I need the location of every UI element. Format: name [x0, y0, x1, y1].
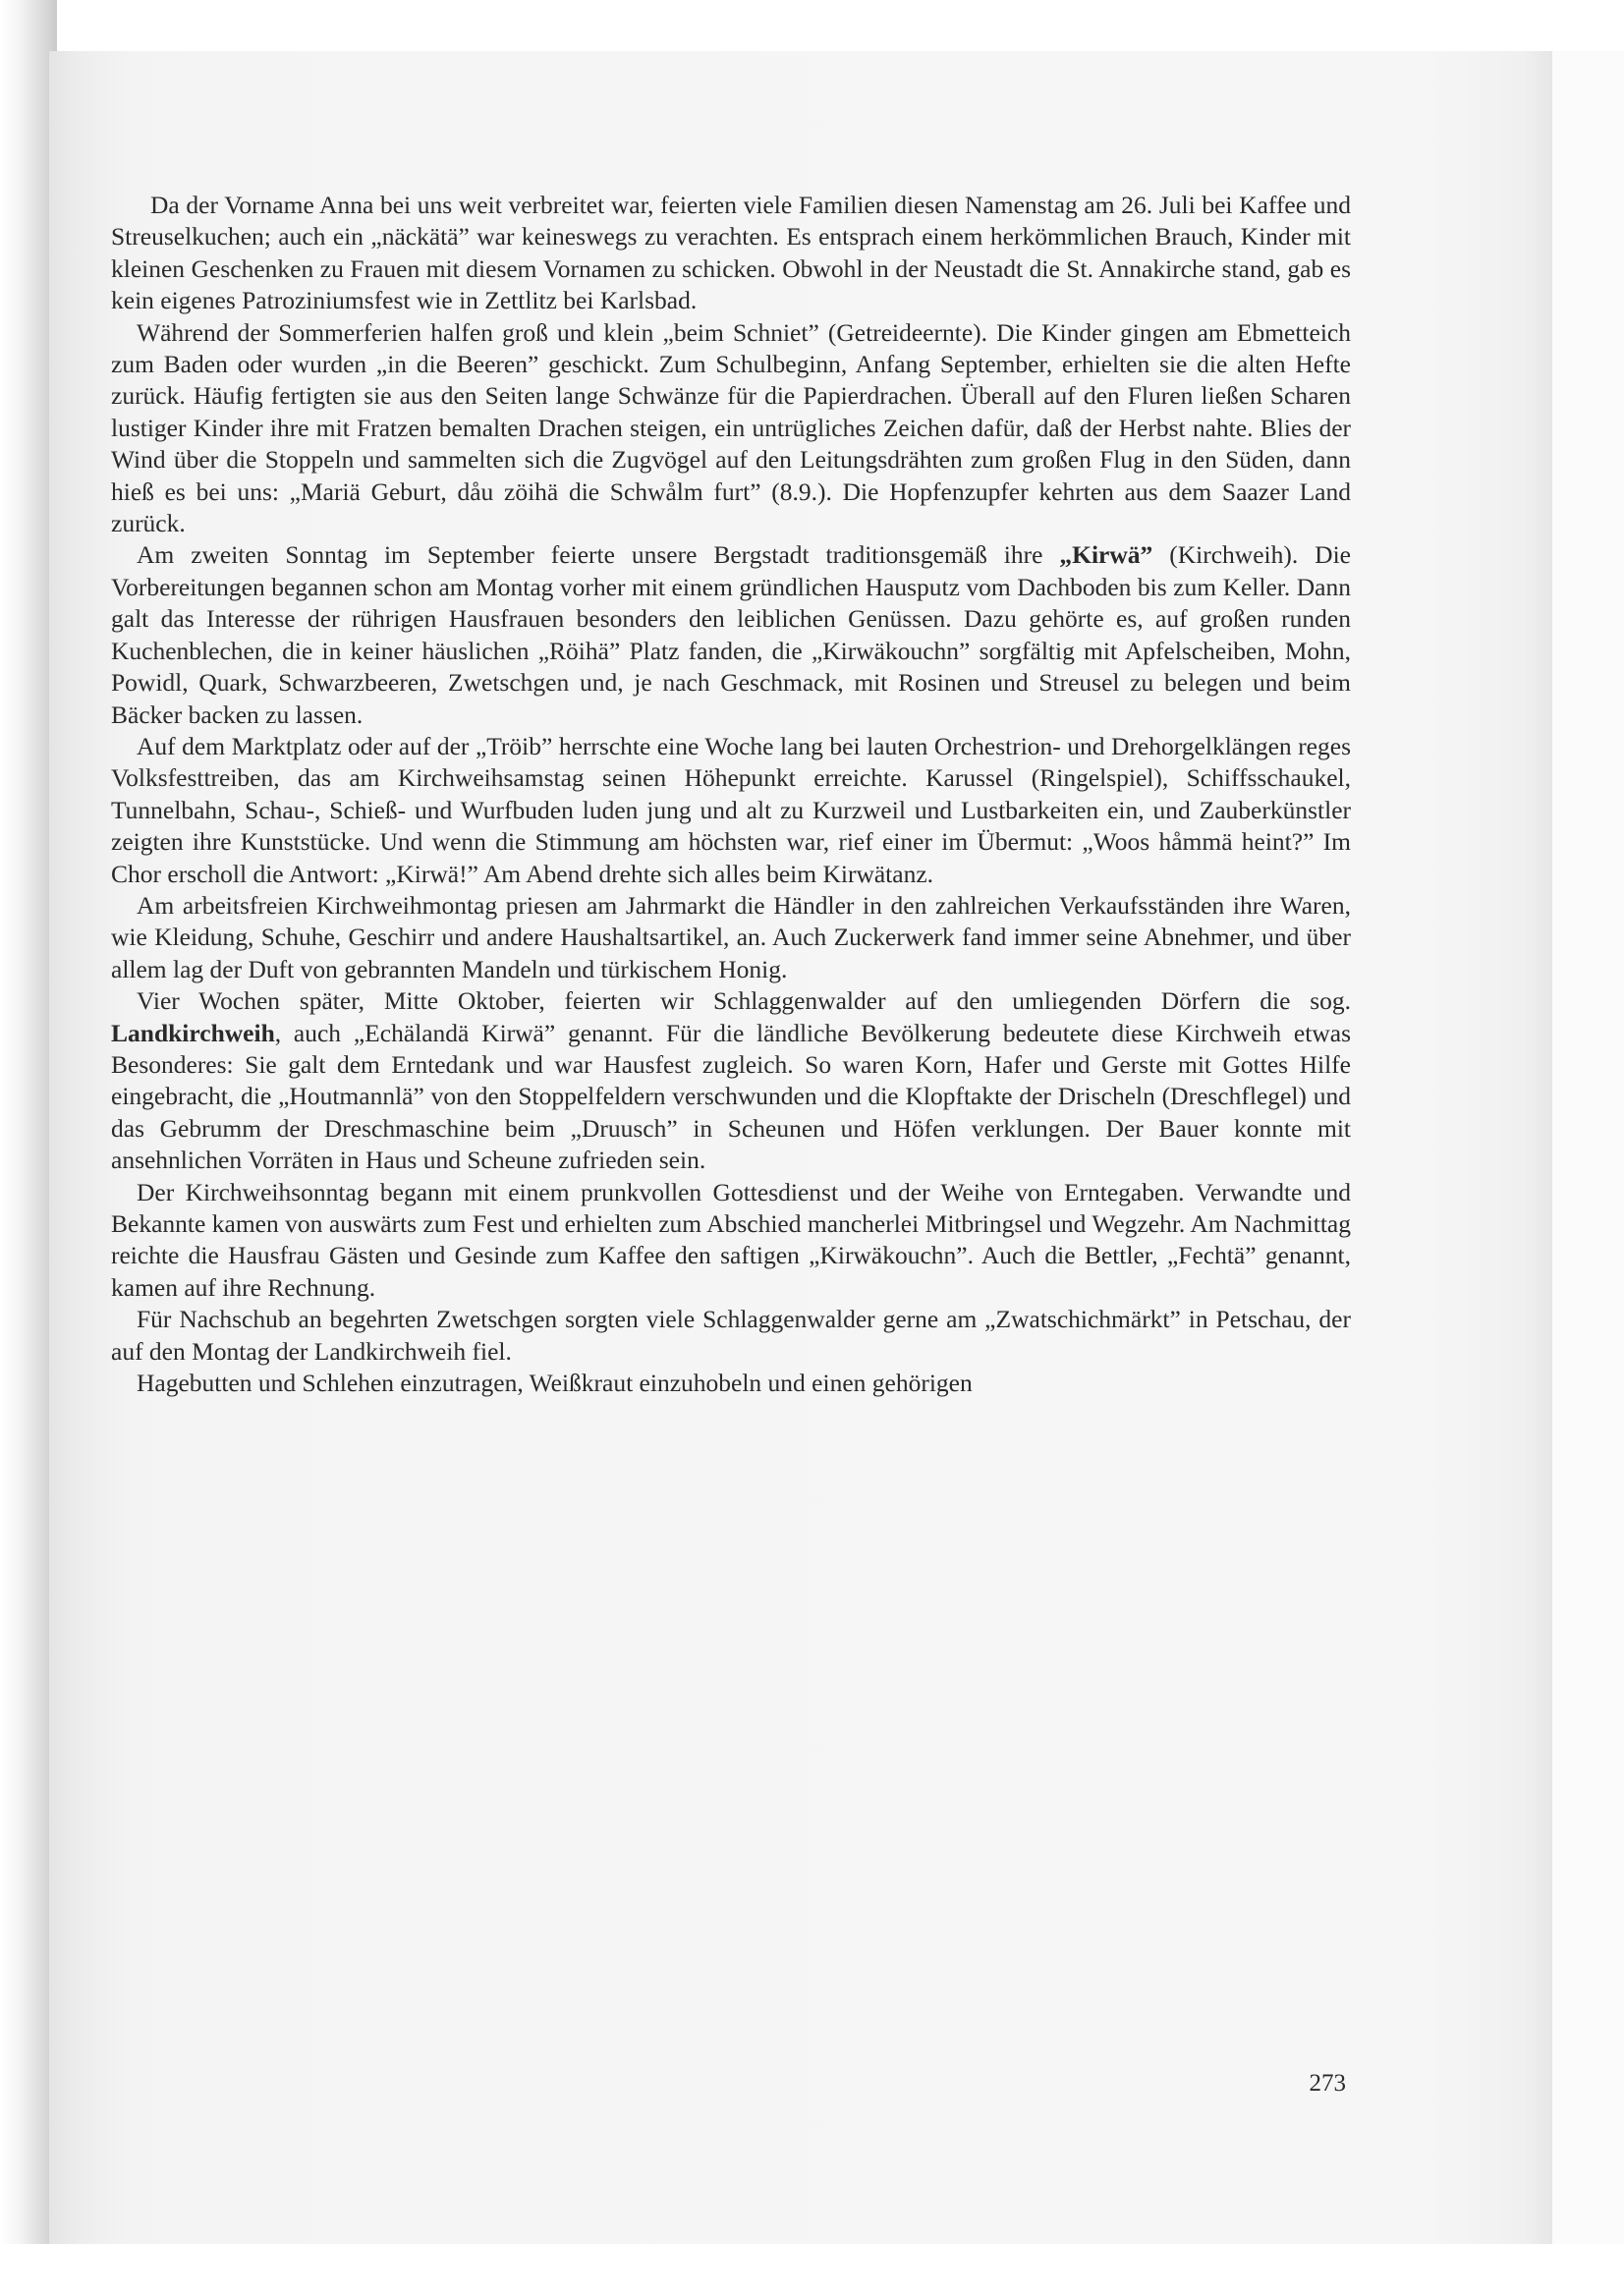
paragraph-hagebutten: Hagebutten und Schlehen einzutragen, Weißkraut einzuhobeln und einen gehörigen — [137, 1369, 973, 1398]
paragraph-kirwa-rest: (Kirchweih). Die Vorbereitungen begannen schon am Montag vorher mit einem gründlichen Hausputz vom Dachboden bis zum Keller. Dann galt das Interesse der rührigen Hausfrauen besonders den leiblichen Genüssen. Dazu gehörte es, auf großen runden Kuchenblechen, die in keiner häuslichen „Röihä” Platz fanden, die „Kirwäkouchn” sorgfältig mit Apfelscheiben, Mohn, Powidl, Quark, Schwarzbeeren, Zwetschgen und, je nach Geschmack, mit Rosinen und Streusel zu belegen und beim Bäcker backen zu lassen. — [111, 540, 1351, 729]
paragraph-sommerferien: Während der Sommerferien halfen groß und klein „beim Schniet” (Getreideernte). Die Kinder gingen am Ebmetteich zum Baden oder wurden „in die Beeren” geschickt. Zum Schulbeginn, Anfang September, erhielten sie die alten Hefte zurück. Häufig fertigten sie aus den Seiten lange Schwänze für die Papierdrachen. Überall auf den Fluren ließen Scharen lustiger Kinder ihre mit Fratzen bemalten Drachen steigen, ein untrügliches Zeichen dafür, daß der Herbst nahte. Blies der Wind über die Stoppeln und sammelten sich die Zugvögel auf den Leitungsdrähten zum großen Flug in den Süden, dann hieß es bei uns: „Mariä Geburt, dåu zöihä die Schwålm furt” (8.9.). Die Hopfenzupfer kehrten aus dem Saazer Land zurück. — [111, 317, 1351, 538]
paragraph-landkirchweih-rest: , auch „Echälandä Kirwä” genannt. Für die ländliche Bevölkerung bedeutete diese Kirchweih etwas Besonderes: Sie galt dem Erntedank und war Hausfest zugleich. So waren Korn, Hafer und Gerste mit Gottes Hilfe eingebracht, die „Houtmannlä” von den Stoppelfeldern verschwunden und die Klopftakte der Drischeln (Dreschflegel) und das Gebrumm der Dreschmaschine beim „Druusch” in Scheunen und Höfen verklungen. Der Bauer konnte mit ansehnlichen Vorräten in Haus und Scheune zufrieden sein. — [111, 1018, 1351, 1175]
paragraph-kirchweihmontag: Am arbeitsfreien Kirchweihmontag priesen am Jahrmarkt die Händler in den zahlreichen Verkaufsständen ihre Waren, wie Kleidung, Schuhe, Geschirr und andere Haushaltsartikel, an. Auch Zuckerwerk fand immer seine Abnehmer, und über allem lag der Duft von gebrannten Mandeln und türkischem Honig. — [111, 890, 1351, 983]
scan-margin-top — [0, 0, 1624, 51]
scan-margin-right — [1552, 51, 1624, 2244]
body-text — [111, 190, 1351, 1399]
paragraph-kirwa — [111, 539, 1351, 730]
paragraph-kirchweihsonntag: Der Kirchweihsonntag begann mit einem prunkvollen Gottesdienst und der Weihe von Erntegaben. Verwandte und Bekannte kamen von auswärts zum Fest und erhielten zum Abschied mancherlei Mitbringsel und Wegzehr. Am Nachmittag reichte die Hausfrau Gästen und Gesinde zum Kaffee den saftigen „Kirwäkouchn”. Auch die Bettler, „Fechtä” genannt, kamen auf ihre Rechnung. — [111, 1177, 1351, 1302]
paragraph-marktplatz: Auf dem Marktplatz oder auf der „Tröib” herrschte eine Woche lang bei lauten Orchestrion- und Drehorgelklängen reges Volksfesttreiben, das am Kirchweihsamstag seinen Höhepunkt erreichte. Karussel (Ringelspiel), Schiffsschaukel, Tunnelbahn, Schau-, Schieß- und Wurfbuden luden jung und alt zu Kurzweil und Lustbarkeiten ein, und Zauberkünstler zeigten ihre Kunststücke. Und wenn die Stimmung am höchsten war, rief einer im Übermut: „Woos håmmä heint?” Im Chor erscholl die Antwort: „Kirwä!” Am Abend drehte sich alles beim Kirwätanz. — [111, 731, 1351, 888]
term-kirwa: „Kirwä” — [1059, 540, 1153, 570]
paragraph-landkirchweih-lead: Vier Wochen später, Mitte Oktober, feierten wir Schlaggenwalder auf den umliegenden Dörfern die sog. — [137, 986, 1351, 1016]
scan-margin-bottom — [0, 2244, 1624, 2296]
paragraph-anna-namenstag: Da der Vorname Anna bei uns weit verbreitet war, feierten viele Familien diesen Namenstag am 26. Juli bei Kaffee und Streuselkuchen; auch ein „näckätä” war keineswegs zu verachten. Es entsprach einem herkömmlichen Brauch, Kinder mit kleinen Geschenken zu Frauen mit diesem Vornamen zu schicken. Obwohl in der Neustadt die St. Annakirche stand, gab es kein eigenes Patroziniumsfest wie in Zettlitz bei Karlsbad. — [111, 191, 1351, 315]
paragraph-zwetschgen: Für Nachschub an begehrten Zwetschgen sorgten viele Schlaggenwalder gerne am „Zwatschichmärkt” in Petschau, der auf den Montag der Landkirchweih fiel. — [111, 1305, 1351, 1366]
paragraph-kirwa-lead: Am zweiten Sonntag im September feierte unsere Bergstadt traditionsgemäß ihre — [137, 540, 1060, 570]
paragraph-landkirchweih — [111, 985, 1351, 1176]
page-number: 273 — [1309, 2070, 1346, 2097]
term-landkirchweih: Landkirchweih — [111, 1018, 275, 1047]
